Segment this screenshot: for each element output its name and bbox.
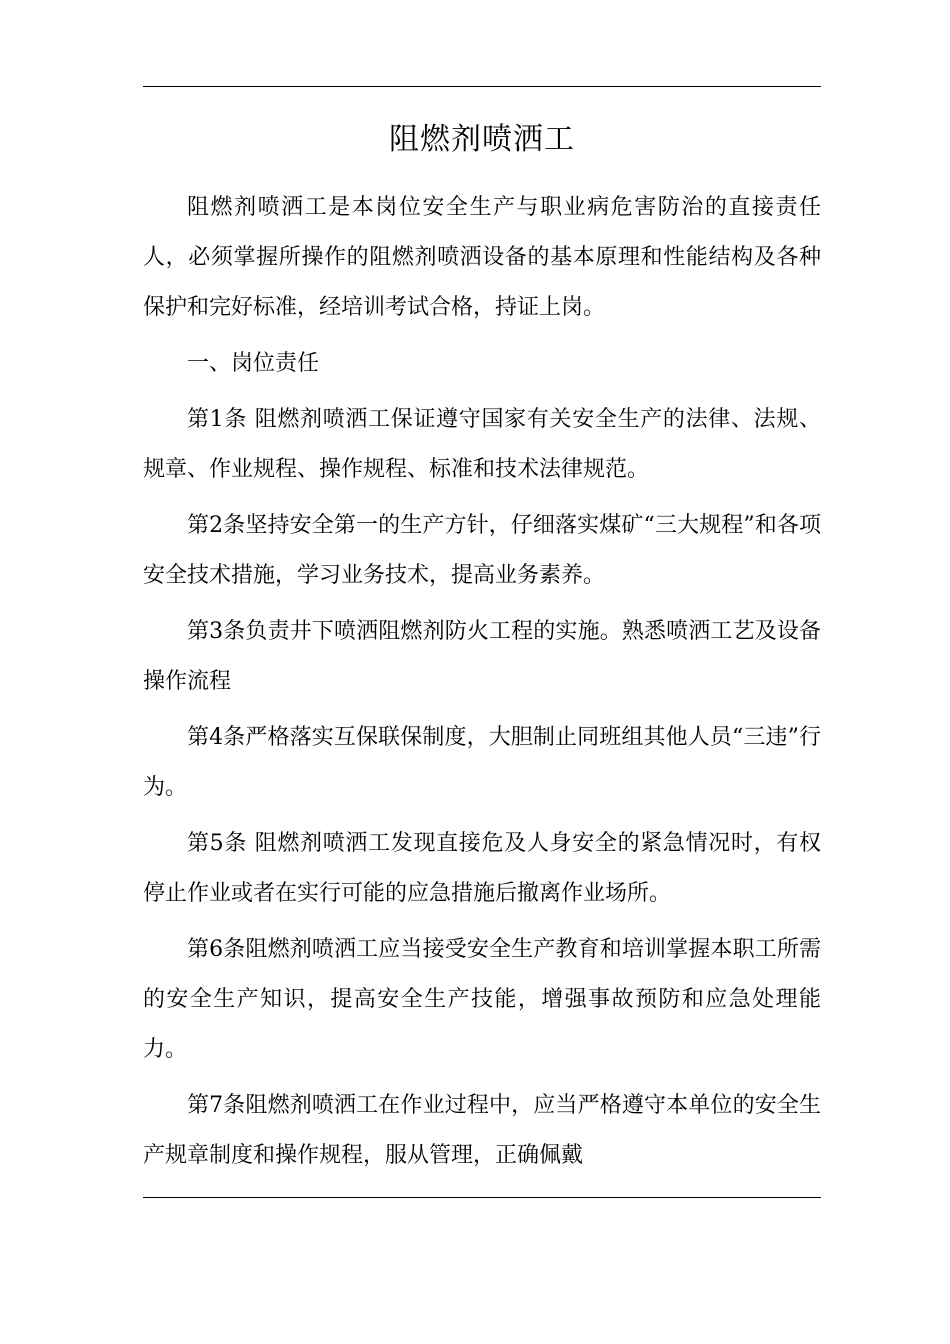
article-1: 第1条 阻燃剂喷洒工保证遵守国家有关安全生产的法律、法规、规章、作业规程、操作规程、标准和技术法律规范。 [143, 407, 821, 482]
document-body [143, 183, 821, 1181]
article-7: 第7条阻燃剂喷洒工在作业过程中，应当严格遵守本单位的安全生产规章制度和操作规程，服从管理，正确佩戴 [143, 1093, 821, 1168]
section-heading: 一、岗位责任 [187, 351, 320, 376]
header-rule [143, 86, 821, 87]
article-2: 第2条坚持安全第一的生产方针，仔细落实煤矿“三大规程”和各项安全技术措施，学习业务技术，提高业务素养。 [143, 513, 821, 588]
page-title: 阻燃剂喷洒工 [389, 122, 575, 157]
article-6: 第6条阻燃剂喷洒工应当接受安全生产教育和培训掌握本职工所需的安全生产知识，提高安全生产技能，增强事故预防和应急处理能力。 [143, 937, 821, 1062]
article-5: 第5条 阻燃剂喷洒工发现直接危及人身安全的紧急情况时，有权停止作业或者在实行可能的应急措施后撤离作业场所。 [143, 831, 821, 906]
footer-rule [143, 1197, 821, 1198]
article-3: 第3条负责井下喷洒阻燃剂防火工程的实施。熟悉喷洒工艺及设备操作流程 [143, 619, 821, 694]
intro-paragraph: 阻燃剂喷洒工是本岗位安全生产与职业病危害防治的直接责任人，必须掌握所操作的阻燃剂喷洒设备的基本原理和性能结构及各种保护和完好标准，经培训考试合格，持证上岗。 [143, 195, 821, 320]
article-4: 第4条严格落实互保联保制度，大胆制止同班组其他人员“三违”行为。 [143, 725, 821, 800]
